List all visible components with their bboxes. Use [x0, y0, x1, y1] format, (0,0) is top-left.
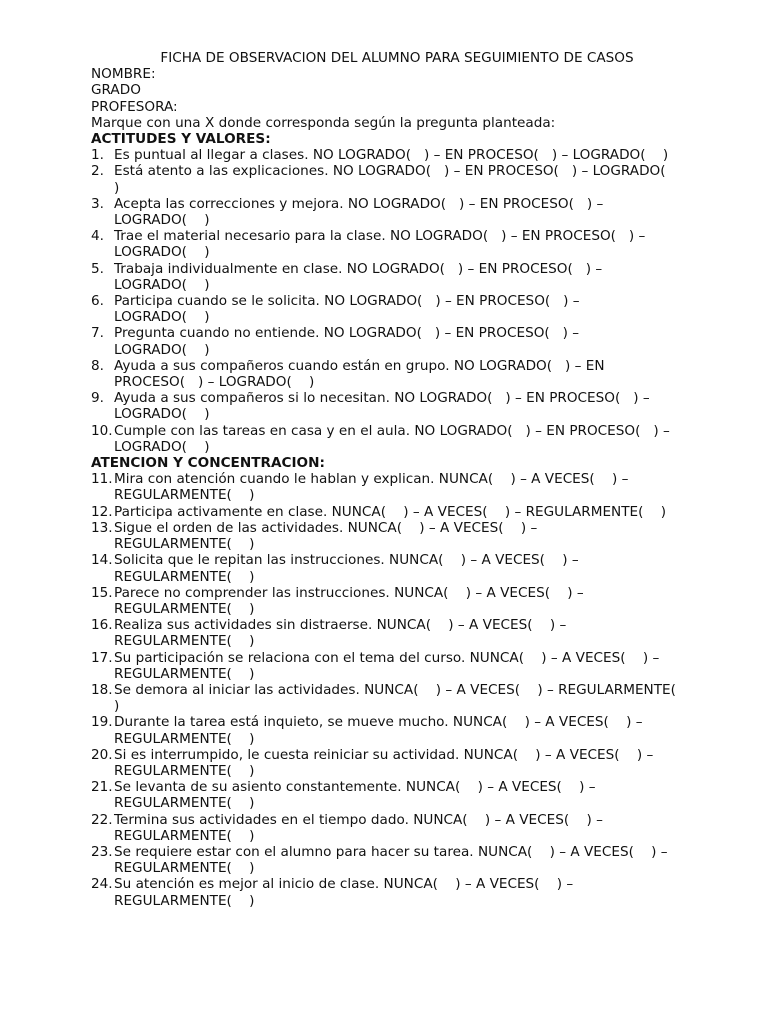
question-item [91, 552, 703, 584]
question-number: 16. [91, 617, 113, 634]
question-text-line: Ayuda a sus compañeros cuando están en grupo. NO LOGRADO( ) – EN [114, 357, 605, 374]
question-item [91, 617, 703, 649]
question-item [91, 390, 703, 422]
question-text-line: Se levanta de su asiento constantemente. NUNCA( ) – A VECES( ) – [114, 779, 596, 796]
question-text-line: Pregunta cuando no entiende. NO LOGRADO( ) – EN PROCESO( ) – [114, 325, 580, 342]
question-item [91, 423, 703, 455]
question-text-line: REGULARMENTE( ) [114, 827, 255, 844]
question-text-line: Se demora al iniciar las actividades. NUNCA( ) – A VECES( ) – REGULARMENTE( [114, 681, 676, 698]
question-text-line: LOGRADO( ) [114, 406, 210, 423]
question-item [91, 650, 703, 682]
question-item [91, 844, 703, 876]
question-text-line: Sigue el orden de las actividades. NUNCA( ) – A VECES( ) – [114, 519, 538, 536]
question-text-line: Parece no comprender las instrucciones. NUNCA( ) – A VECES( ) – [114, 584, 584, 601]
question-item [91, 163, 703, 195]
question-list-actitudes [91, 147, 703, 455]
question-item [91, 147, 703, 163]
question-item [91, 812, 703, 844]
question-number: 9. [91, 390, 104, 407]
question-text-line: Se requiere estar con el alumno para hacer su tarea. NUNCA( ) – A VECES( ) – [114, 843, 668, 860]
question-item [91, 520, 703, 552]
question-text-line: Mira con atención cuando le hablan y explican. NUNCA( ) – A VECES( ) – [114, 471, 629, 488]
document-page [91, 50, 703, 909]
question-item [91, 196, 703, 228]
question-text-line: REGULARMENTE( ) [114, 633, 255, 650]
question-list-atencion [91, 471, 703, 908]
question-text-line: LOGRADO( ) [114, 309, 210, 326]
question-text-line: Trae el material necesario para la clase. NO LOGRADO( ) – EN PROCESO( ) – [114, 228, 646, 245]
field-nombre: NOMBRE: [91, 66, 156, 83]
question-text-line: LOGRADO( ) [114, 212, 210, 229]
question-text-line: Su atención es mejor al inicio de clase. NUNCA( ) – A VECES( ) – [114, 876, 574, 893]
section-heading-actitudes: ACTITUDES Y VALORES: [91, 131, 271, 148]
question-number: 11. [91, 471, 113, 488]
question-item [91, 471, 703, 503]
page-title: FICHA DE OBSERVACION DEL ALUMNO PARA SEGUIMIENTO DE CASOS [160, 50, 634, 66]
question-number: 17. [91, 649, 113, 666]
question-text-line: Acepta las correcciones y mejora. NO LOGRADO( ) – EN PROCESO( ) – [114, 195, 604, 212]
question-number: 21. [91, 779, 113, 796]
question-number: 4. [91, 228, 104, 245]
question-item [91, 325, 703, 357]
question-item [91, 585, 703, 617]
question-text-line: REGULARMENTE( ) [114, 568, 255, 585]
question-text-line: REGULARMENTE( ) [114, 892, 255, 909]
question-item [91, 876, 703, 908]
question-item [91, 228, 703, 260]
question-text-line: Trabaja individualmente en clase. NO LOGRADO( ) – EN PROCESO( ) – [114, 260, 603, 277]
question-text-line: LOGRADO( ) [114, 276, 210, 293]
question-text-line: REGULARMENTE( ) [114, 762, 255, 779]
question-number: 10. [91, 422, 113, 439]
question-text-line: ) [114, 698, 120, 715]
question-text-line: Termina sus actividades en el tiempo dado. NUNCA( ) – A VECES( ) – [114, 811, 603, 828]
question-text-line: Cumple con las tareas en casa y en el aula. NO LOGRADO( ) – EN PROCESO( ) – [114, 422, 670, 439]
question-number: 2. [91, 163, 104, 180]
question-number: 23. [91, 843, 113, 860]
question-item [91, 293, 703, 325]
question-text-line: REGULARMENTE( ) [114, 860, 255, 877]
question-text-line: Solicita que le repitan las instrucciones. NUNCA( ) – A VECES( ) – [114, 552, 579, 569]
question-text-line: REGULARMENTE( ) [114, 600, 255, 617]
question-number: 8. [91, 357, 104, 374]
question-number: 14. [91, 552, 113, 569]
question-text-line: LOGRADO( ) [114, 438, 210, 455]
question-number: 12. [91, 503, 113, 520]
question-text-line: ) [114, 179, 120, 196]
question-text-line: LOGRADO( ) [114, 341, 210, 358]
question-text-line: REGULARMENTE( ) [114, 536, 255, 553]
question-text-line: Ayuda a sus compañeros si lo necesitan. NO LOGRADO( ) – EN PROCESO( ) – [114, 390, 650, 407]
question-text-line: Su participación se relaciona con el tema del curso. NUNCA( ) – A VECES( ) – [114, 649, 660, 666]
question-number: 13. [91, 519, 113, 536]
question-text-line: Es puntual al llegar a clases. NO LOGRADO( ) – EN PROCESO( ) – LOGRADO( ) [114, 147, 669, 164]
question-number: 19. [91, 714, 113, 731]
question-number: 20. [91, 746, 113, 763]
question-number: 7. [91, 325, 104, 342]
question-text-line: LOGRADO( ) [114, 244, 210, 261]
question-text-line: PROCESO( ) – LOGRADO( ) [114, 374, 315, 391]
question-item [91, 747, 703, 779]
question-number: 1. [91, 147, 104, 164]
instruction-text: Marque con una X donde corresponda según la pregunta planteada: [91, 114, 556, 131]
question-text-line: REGULARMENTE( ) [114, 665, 255, 682]
section-heading-atencion: ATENCION Y CONCENTRACION: [91, 455, 325, 472]
field-grado: GRADO [91, 82, 141, 99]
question-number: 24. [91, 876, 113, 893]
question-text-line: Si es interrumpido, le cuesta reiniciar su actividad. NUNCA( ) – A VECES( ) – [114, 746, 654, 763]
question-text-line: Participa cuando se le solicita. NO LOGRADO( ) – EN PROCESO( ) – [114, 293, 580, 310]
question-number: 18. [91, 681, 113, 698]
question-item [91, 261, 703, 293]
question-item [91, 682, 703, 714]
question-text-line: REGULARMENTE( ) [114, 795, 255, 812]
question-text-line: REGULARMENTE( ) [114, 487, 255, 504]
question-item [91, 504, 703, 520]
question-number: 3. [91, 195, 104, 212]
question-number: 15. [91, 584, 113, 601]
question-number: 22. [91, 811, 113, 828]
field-profesora: PROFESORA: [91, 98, 178, 115]
question-item [91, 714, 703, 746]
question-text-line: Participa activamente en clase. NUNCA( ) – A VECES( ) – REGULARMENTE( ) [114, 503, 667, 520]
question-text-line: Realiza sus actividades sin distraerse. NUNCA( ) – A VECES( ) – [114, 617, 567, 634]
question-number: 6. [91, 293, 104, 310]
question-item [91, 779, 703, 811]
question-item [91, 358, 703, 390]
question-number: 5. [91, 260, 104, 277]
question-text-line: Está atento a las explicaciones. NO LOGRADO( ) – EN PROCESO( ) – LOGRADO( [114, 163, 666, 180]
question-text-line: Durante la tarea está inquieto, se mueve mucho. NUNCA( ) – A VECES( ) – [114, 714, 643, 731]
question-text-line: REGULARMENTE( ) [114, 730, 255, 747]
